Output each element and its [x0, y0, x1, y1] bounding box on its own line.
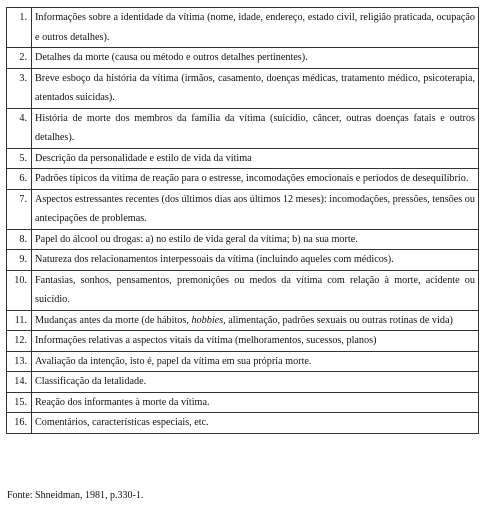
- table-row: [7, 148, 479, 169]
- table-row: [7, 310, 479, 331]
- row-text-main: Fantasias, sonhos, pensamentos, premonições ou medos da vítima com relação à morte, acidente ou suicídio.: [35, 274, 475, 305]
- table-row: [7, 351, 479, 372]
- row-text-main: Detalhes da morte (causa ou método e outros detalhes pertinentes).: [35, 52, 308, 63]
- row-text: [32, 372, 479, 393]
- row-text: [32, 392, 479, 413]
- row-text: [32, 48, 479, 69]
- row-number: 7.: [7, 189, 32, 229]
- row-number: 13.: [7, 351, 32, 372]
- items-table-body: [7, 8, 479, 434]
- table-row: [7, 189, 479, 229]
- table-row: [7, 372, 479, 393]
- row-text-emphasis: hobbies: [191, 314, 224, 326]
- row-text: [32, 250, 479, 271]
- row-number: 14.: [7, 372, 32, 393]
- row-text: [32, 351, 479, 372]
- row-number: 3.: [7, 68, 32, 108]
- row-text: [32, 108, 479, 148]
- row-number: 12.: [7, 331, 32, 352]
- row-number: 16.: [7, 413, 32, 434]
- row-text: [32, 331, 479, 352]
- table-row: [7, 8, 479, 48]
- row-text: [32, 8, 479, 48]
- row-number: 10.: [7, 270, 32, 310]
- items-table: [6, 7, 479, 434]
- row-number: 5.: [7, 148, 32, 169]
- table-row: [7, 413, 479, 434]
- table-row: [7, 48, 479, 69]
- row-text-main: Aspectos estressantes recentes (dos últimos dias aos últimos 12 meses): incomodações, pressões, tensões ou antecipações de problemas.: [35, 193, 475, 224]
- source-note: Fonte: Shneidman, 1981, p.330-1.: [7, 490, 144, 501]
- table-row: [7, 331, 479, 352]
- row-number: 15.: [7, 392, 32, 413]
- table-row: [7, 229, 479, 250]
- row-text-main: História de morte dos membros da família da vítima (suicídio, câncer, outras doenças fatais e outros detalhes).: [35, 112, 475, 143]
- row-text-main: Avaliação da intenção, isto é, papel da vítima em sua própria morte.: [35, 355, 312, 367]
- row-text-main: Informações relativas a aspectos vitais da vítima (melhoramentos, sucessos, planos): [35, 335, 377, 346]
- row-text-main: Mudanças antes da morte (de hábitos,: [35, 314, 192, 326]
- table-row: [7, 108, 479, 148]
- row-text-continued: , alimentação, padrões sexuais ou outras rotinas de vida): [223, 314, 453, 326]
- table-row: [7, 392, 479, 413]
- row-number: 8.: [7, 229, 32, 250]
- row-text-main: Classificação da letalidade.: [35, 376, 147, 387]
- row-number: 6.: [7, 169, 32, 190]
- table-row: [7, 68, 479, 108]
- row-number: 11.: [7, 310, 32, 331]
- row-number: 1.: [7, 8, 32, 48]
- row-text: [32, 169, 479, 190]
- row-text: [32, 310, 479, 331]
- row-text-main: Papel do álcool ou drogas: a) no estilo de vida geral da vítima; b) na sua morte.: [35, 233, 358, 245]
- row-text-main: Natureza dos relacionamentos interpessoais da vítima (incluindo aqueles com médicos).: [35, 254, 394, 265]
- table-row: [7, 270, 479, 310]
- row-text-main: Padrões típicos da vítima de reação para o estresse, incomodações emocionais e períodos de desequilíbrio.: [35, 173, 469, 184]
- row-text-main: Comentários, características especiais, etc.: [35, 417, 209, 428]
- row-text: [32, 229, 479, 250]
- row-text: [32, 68, 479, 108]
- row-text-main: Informações sobre a identidade da vítima (nome, idade, endereço, estado civil, religião praticada, ocupação e outros detalhes).: [35, 12, 475, 43]
- row-number: 4.: [7, 108, 32, 148]
- table-row: [7, 169, 479, 190]
- row-text-main: Reação dos informantes à morte da vítima.: [35, 396, 210, 408]
- row-text: [32, 189, 479, 229]
- table-row: [7, 250, 479, 271]
- row-text-main: Breve esboço da história da vítima (irmãos, casamento, doenças médicas, tratamento médico, psicoterapia, atentados suicidas).: [35, 72, 475, 103]
- row-text: [32, 270, 479, 310]
- row-number: 9.: [7, 250, 32, 271]
- row-number: 2.: [7, 48, 32, 69]
- row-text-main: Descrição da personalidade e estilo de vida da vítima: [35, 152, 252, 164]
- row-text: [32, 413, 479, 434]
- row-text: [32, 148, 479, 169]
